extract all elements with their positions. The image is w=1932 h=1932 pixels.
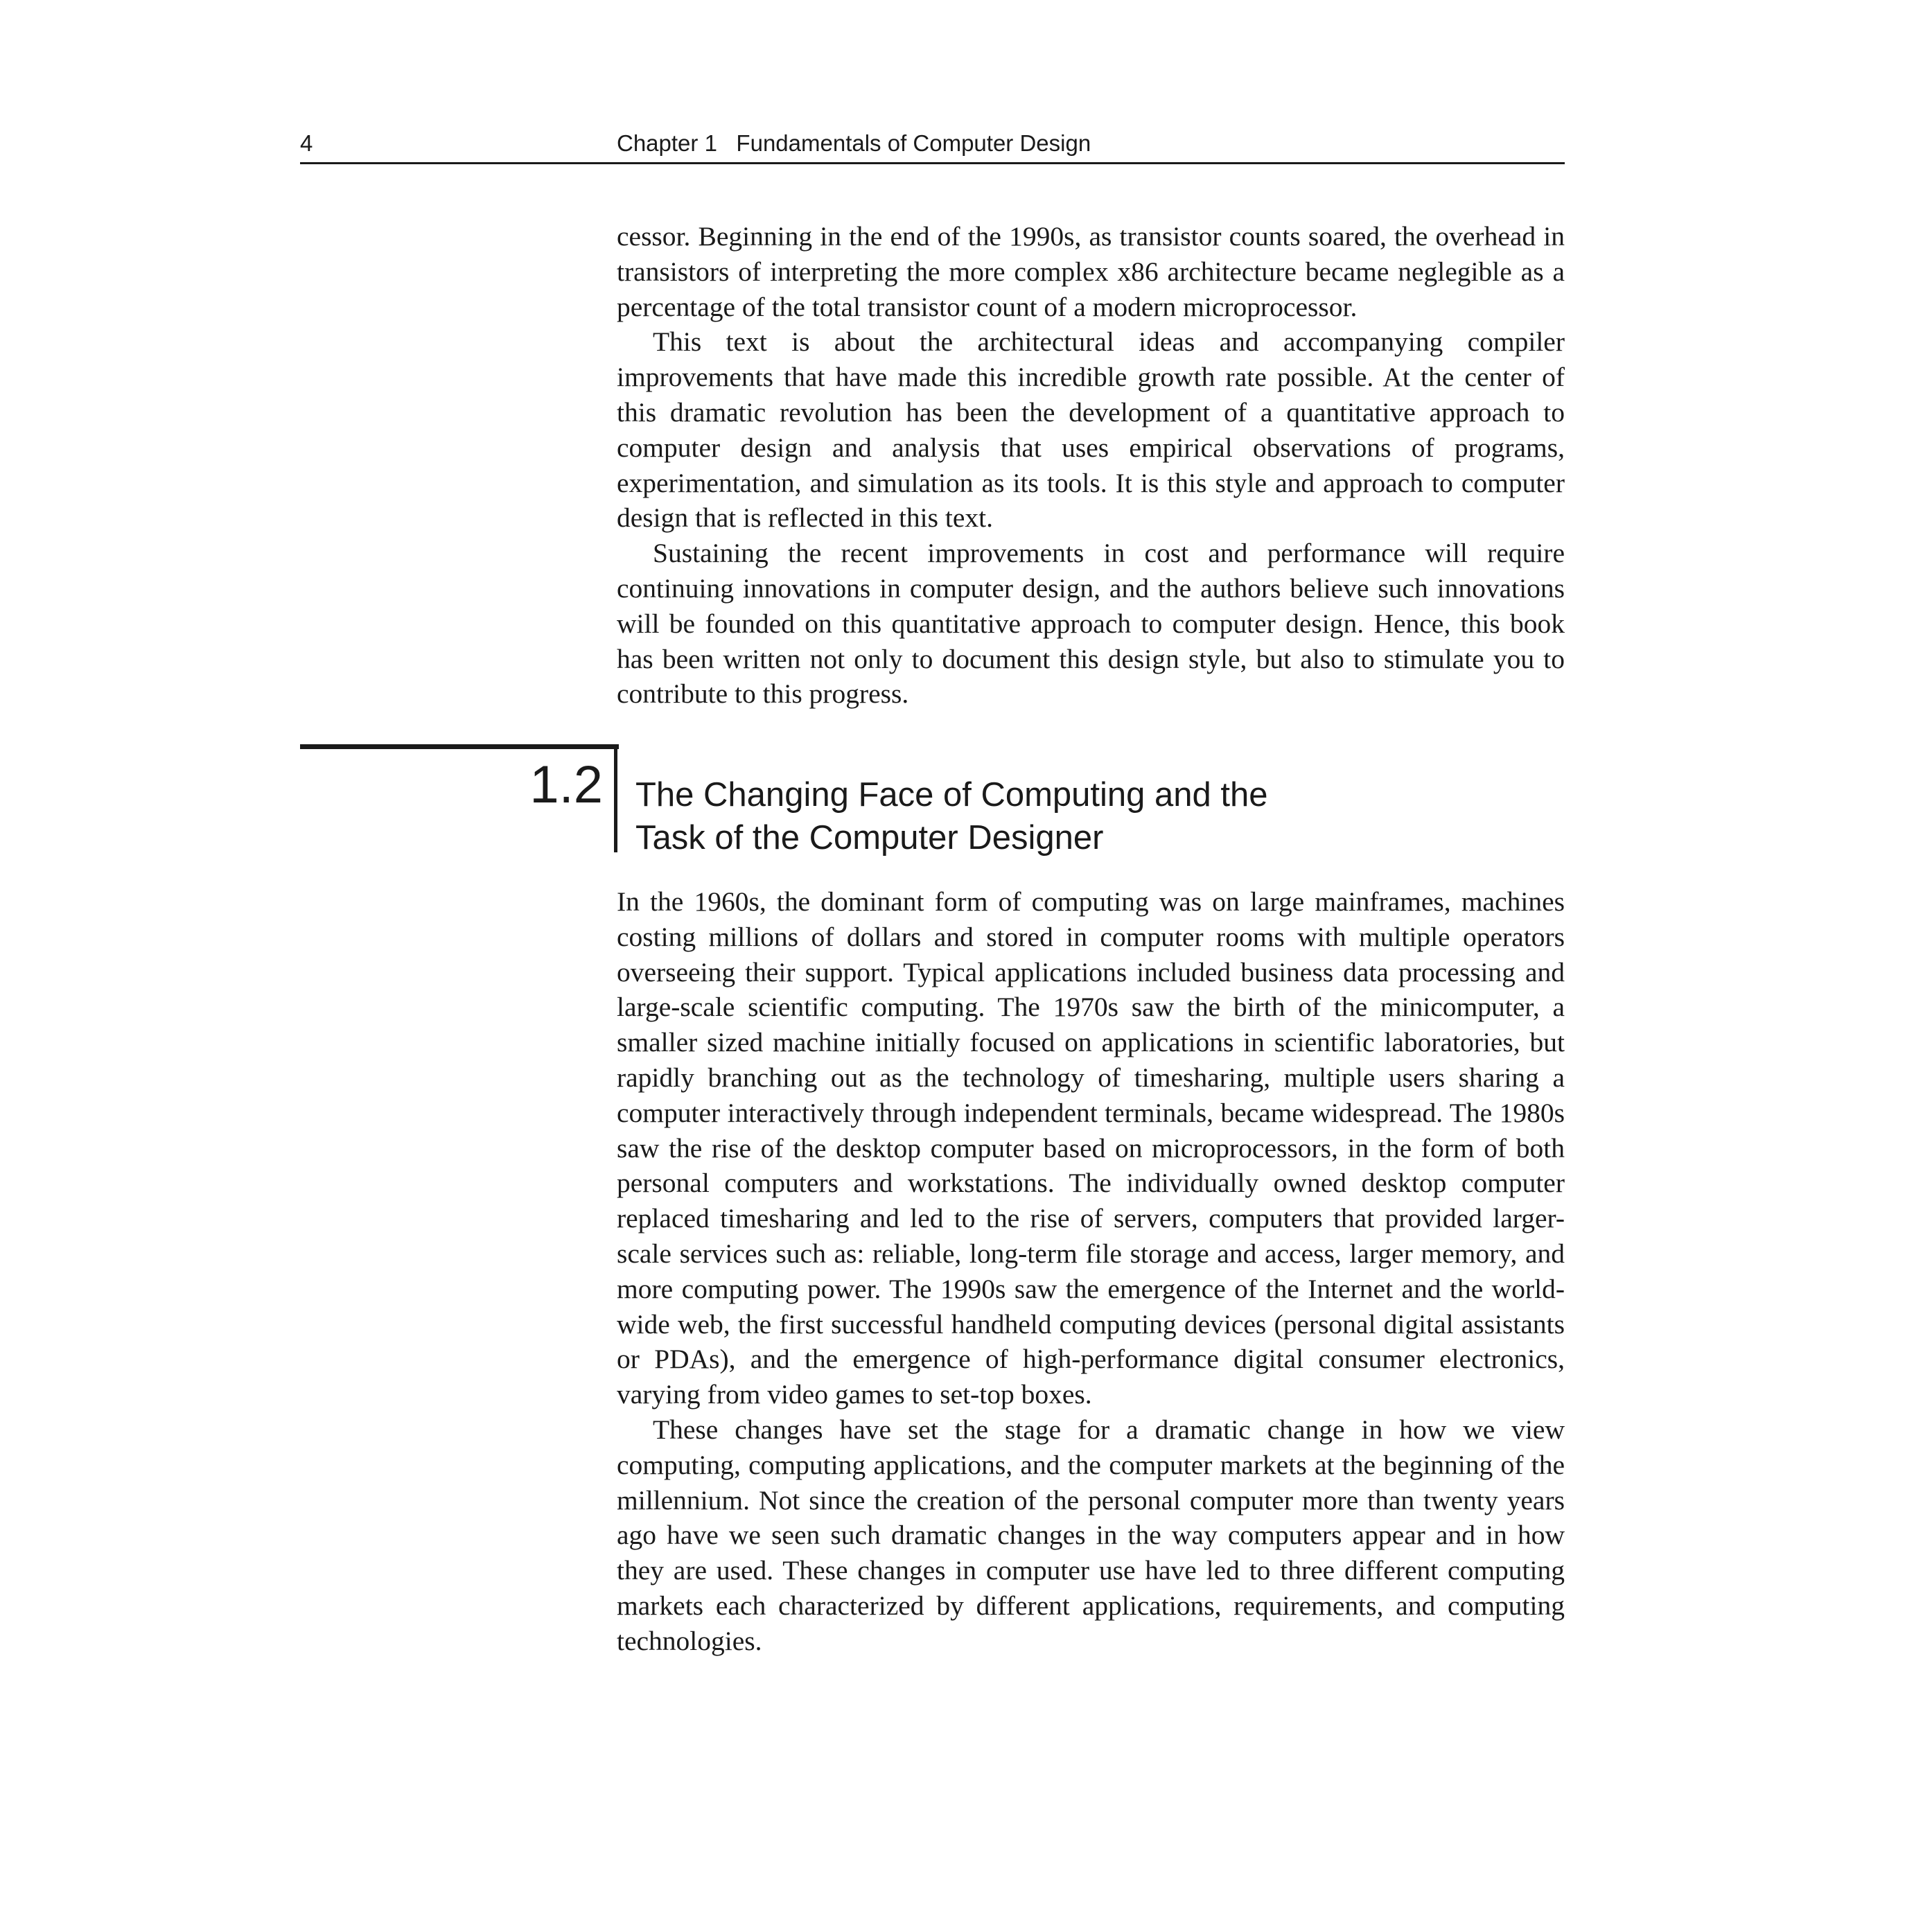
section-text-block — [617, 884, 1565, 1659]
paragraph: cessor. Beginning in the end of the 1990s, as transistor counts soared, the overhead in transistors of interpreting the more complex x86 architecture became neglegible as a percentage of the total transistor count of a modern microprocessor. — [617, 221, 1565, 322]
section-title-line: Task of the Computer Designer — [635, 819, 1104, 857]
page-number: 4 — [300, 130, 313, 156]
running-head: Chapter 1 Fundamentals of Computer Design — [617, 130, 1091, 156]
section-title — [635, 773, 1467, 859]
header-rule — [300, 162, 1565, 164]
section-number: 1.2 — [529, 755, 603, 814]
intro-text-block — [617, 219, 1565, 712]
paragraph: This text is about the architectural ideas and accompanying compiler improvements that have made this incredible growth rate possible. At the center of this dramatic revolution has been the development of a quantitative approach to computer design and analysis that uses empirical observations of programs, experimentation, and simulation as its tools. It is this style and approach to computer design that is reflected in this text. — [617, 326, 1565, 534]
section-rule-vertical — [614, 744, 617, 852]
page-header — [300, 125, 1565, 164]
paragraph: These changes have set the stage for a dramatic change in how we view computing, computing applications, and the computer markets at the beginning of the millennium. Not since the creation of the personal computer more than twenty years ago have we seen such dramatic changes in the way computers appear and in how they are used. These changes in computer use have led to three different computing markets each characterized by different applications, requirements, and computing technologies. — [617, 1414, 1565, 1656]
paragraph: Sustaining the recent improvements in cost and performance will require continuing innovations in computer design, and the authors believe such innovations will be founded on this quantitative approach to computer design. Hence, this book has been written not only to document this design style, but also to stimulate you to contribute to this progress. — [617, 538, 1565, 710]
paragraph: In the 1960s, the dominant form of computing was on large mainframes, machines costing millions of dollars and stored in computer rooms with multiple operators overseeing their support. Typical applications included business data processing and large-scale scientific computing. The 1970s saw the birth of the minicomputer, a smaller sized machine initially focused on applications in scientific laboratories, but rapidly branching out as the technology of timesharing, multiple users sharing a computer interactively through independent terminals, became widespread. The 1980s saw the rise of the desktop computer based on microprocessors, in the form of both personal computers and workstations. The individually owned desktop computer replaced timesharing and led to the rise of servers, computers that provided larger-scale services such as: reliable, long-term file storage and access, larger memory, and more computing power. The 1990s saw the emergence of the Internet and the world-wide web, the first successful handheld computing devices (personal digital assistants or PDAs), and the emergence of high-performance digital consumer electronics, varying from video games to set-top boxes. — [617, 886, 1565, 1410]
section-rule — [300, 744, 619, 749]
section-title-line: The Changing Face of Computing and the — [635, 776, 1268, 814]
